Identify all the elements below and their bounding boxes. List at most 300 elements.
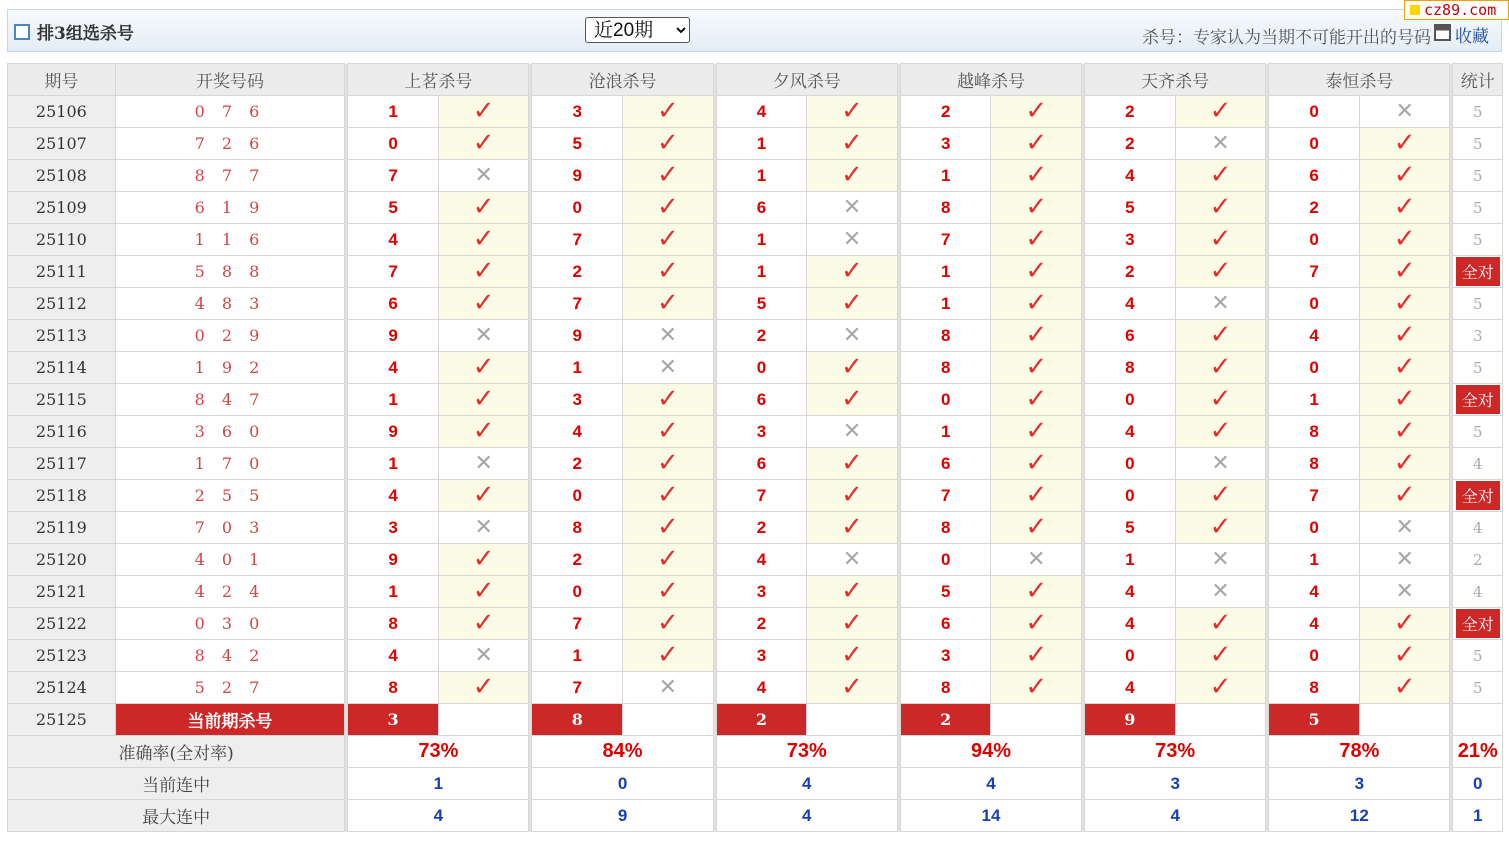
check-icon: ✓ xyxy=(1393,415,1416,446)
header-expert: 沧浪杀号 xyxy=(532,64,713,96)
result-cell xyxy=(438,672,529,704)
result-cell xyxy=(807,448,898,480)
cross-icon: ✕ xyxy=(1395,514,1414,540)
check-icon: ✓ xyxy=(472,543,495,574)
stat-cell: 5 xyxy=(1453,96,1503,128)
current-kill-row xyxy=(8,704,1503,736)
stat-cell: 5 xyxy=(1453,192,1503,224)
stat-cell: 5 xyxy=(1453,640,1503,672)
result-cell xyxy=(991,576,1082,608)
table-row xyxy=(8,352,1503,384)
kill-number: 7 xyxy=(1269,480,1360,512)
header-issue: 期号 xyxy=(8,64,116,96)
brand-logo[interactable] xyxy=(1404,0,1509,20)
header-draw: 开奖号码 xyxy=(115,64,345,96)
kill-number: 2 xyxy=(532,256,623,288)
result-cell xyxy=(991,288,1082,320)
cross-icon: ✕ xyxy=(1395,546,1414,572)
cross-icon: ✕ xyxy=(1027,546,1046,572)
check-icon: ✓ xyxy=(1393,639,1416,670)
current-kill-number: 2 xyxy=(900,704,991,736)
kill-number: 8 xyxy=(900,672,991,704)
issue-cell: 25119 xyxy=(8,512,116,544)
result-cell xyxy=(1175,448,1266,480)
stat-cell: 5 xyxy=(1453,416,1503,448)
result-cell xyxy=(807,224,898,256)
summary-value: 4 xyxy=(900,768,1081,800)
result-cell xyxy=(438,576,529,608)
stat-cell: 3 xyxy=(1453,320,1503,352)
current-empty-cell xyxy=(438,704,529,736)
result-cell xyxy=(1175,608,1266,640)
result-cell xyxy=(991,480,1082,512)
issue-cell: 25124 xyxy=(8,672,116,704)
check-icon: ✓ xyxy=(1025,223,1048,254)
result-cell xyxy=(1175,512,1266,544)
table-row xyxy=(8,128,1503,160)
kill-number: 4 xyxy=(1085,576,1176,608)
draw-numbers: 6 1 9 xyxy=(115,192,345,224)
kill-number: 7 xyxy=(532,608,623,640)
max-streak-row xyxy=(8,800,1503,832)
stat-cell: 5 xyxy=(1453,160,1503,192)
check-icon: ✓ xyxy=(1209,383,1232,414)
check-icon: ✓ xyxy=(1393,191,1416,222)
result-cell xyxy=(1359,512,1450,544)
kill-number: 0 xyxy=(716,352,807,384)
check-icon: ✓ xyxy=(1025,639,1048,670)
cross-icon: ✕ xyxy=(658,354,678,380)
page-title xyxy=(14,19,134,44)
result-cell xyxy=(991,256,1082,288)
kill-number: 2 xyxy=(716,320,807,352)
check-icon: ✓ xyxy=(841,287,863,318)
summary-value: 84% xyxy=(532,736,713,768)
stat-cell: 4 xyxy=(1453,448,1503,480)
check-icon: ✓ xyxy=(1209,351,1232,382)
check-icon: ✓ xyxy=(472,415,495,446)
result-cell xyxy=(991,192,1082,224)
checkbox-icon xyxy=(14,24,30,40)
summary-label: 当前连中 xyxy=(8,768,345,800)
result-cell xyxy=(807,320,898,352)
kill-number: 1 xyxy=(1085,544,1176,576)
kill-number: 0 xyxy=(1269,288,1360,320)
draw-numbers: 8 7 7 xyxy=(115,160,345,192)
page-header xyxy=(7,9,1502,52)
kill-number: 8 xyxy=(900,512,991,544)
result-cell xyxy=(807,480,898,512)
summary-total: 1 xyxy=(1453,800,1503,832)
issue-cell: 25123 xyxy=(8,640,116,672)
kill-number: 6 xyxy=(1085,320,1176,352)
summary-label: 最大连中 xyxy=(8,800,345,832)
kill-number: 7 xyxy=(1269,256,1360,288)
check-icon: ✓ xyxy=(841,575,863,606)
check-icon: ✓ xyxy=(1025,575,1048,606)
result-cell xyxy=(438,480,529,512)
check-icon: ✓ xyxy=(1025,383,1048,414)
kill-number: 2 xyxy=(532,448,623,480)
issue-cell: 25114 xyxy=(8,352,116,384)
summary-total: 0 xyxy=(1453,768,1503,800)
result-cell xyxy=(623,512,714,544)
cross-icon: ✕ xyxy=(1211,546,1230,572)
kill-number: 4 xyxy=(1269,320,1360,352)
favorite-button[interactable] xyxy=(1434,22,1489,47)
favorite-label: 收藏 xyxy=(1455,27,1489,47)
result-cell xyxy=(438,512,529,544)
draw-numbers: 0 2 9 xyxy=(115,320,345,352)
check-icon: ✓ xyxy=(841,511,863,542)
current-streak-row xyxy=(8,768,1503,800)
result-cell xyxy=(1359,128,1450,160)
kill-number: 0 xyxy=(900,544,991,576)
kill-number: 1 xyxy=(716,256,807,288)
check-icon: ✓ xyxy=(472,607,495,638)
result-cell xyxy=(1175,288,1266,320)
result-cell xyxy=(1175,192,1266,224)
check-icon: ✓ xyxy=(472,575,495,606)
check-icon: ✓ xyxy=(1025,479,1048,510)
check-icon: ✓ xyxy=(1025,319,1048,350)
kill-number: 4 xyxy=(1269,608,1360,640)
draw-numbers: 1 9 2 xyxy=(115,352,345,384)
summary-value: 14 xyxy=(900,800,1081,832)
cross-icon: ✕ xyxy=(474,514,493,540)
table-row xyxy=(8,480,1503,512)
summary-value: 0 xyxy=(532,768,713,800)
kill-number: 6 xyxy=(716,384,807,416)
check-icon: ✓ xyxy=(1209,223,1232,254)
kill-number: 9 xyxy=(532,320,623,352)
kill-number: 4 xyxy=(348,352,439,384)
check-icon: ✓ xyxy=(656,415,679,446)
table-row xyxy=(8,160,1503,192)
check-icon: ✓ xyxy=(841,671,863,702)
check-icon: ✓ xyxy=(1025,127,1048,158)
stat-cell xyxy=(1453,256,1503,288)
cross-icon: ✕ xyxy=(1211,290,1230,316)
kill-number: 3 xyxy=(716,576,807,608)
table-row xyxy=(8,672,1503,704)
table-row xyxy=(8,96,1503,128)
summary-value: 4 xyxy=(716,768,897,800)
kill-number: 1 xyxy=(348,448,439,480)
result-cell xyxy=(807,256,898,288)
kill-number: 3 xyxy=(532,384,623,416)
result-cell xyxy=(807,512,898,544)
check-icon: ✓ xyxy=(656,159,679,190)
check-icon: ✓ xyxy=(841,447,863,478)
check-icon: ✓ xyxy=(656,575,679,606)
header-expert: 上茗杀号 xyxy=(348,64,529,96)
check-icon: ✓ xyxy=(472,191,495,222)
kill-number: 3 xyxy=(900,128,991,160)
summary-value: 3 xyxy=(1269,768,1450,800)
check-icon: ✓ xyxy=(656,511,679,542)
current-empty-cell xyxy=(1359,704,1450,736)
draw-numbers: 0 7 6 xyxy=(115,96,345,128)
result-cell xyxy=(991,448,1082,480)
kill-number: 5 xyxy=(1085,512,1176,544)
table-body xyxy=(8,96,1503,832)
result-cell xyxy=(1359,256,1450,288)
result-cell xyxy=(438,320,529,352)
check-icon: ✓ xyxy=(1393,319,1416,350)
result-cell xyxy=(623,192,714,224)
check-icon: ✓ xyxy=(841,479,863,510)
result-cell xyxy=(1175,576,1266,608)
header-expert: 泰恒杀号 xyxy=(1269,64,1450,96)
issue-cell: 25117 xyxy=(8,448,116,480)
check-icon: ✓ xyxy=(1393,255,1416,286)
issue-cell: 25109 xyxy=(8,192,116,224)
result-cell xyxy=(1359,288,1450,320)
header-expert: 夕风杀号 xyxy=(716,64,897,96)
check-icon: ✓ xyxy=(656,223,679,254)
result-cell xyxy=(1359,352,1450,384)
kill-number: 1 xyxy=(1269,544,1360,576)
kill-number: 6 xyxy=(900,448,991,480)
draw-numbers: 4 8 3 xyxy=(115,288,345,320)
table-row xyxy=(8,320,1503,352)
table-row xyxy=(8,608,1503,640)
kill-number: 4 xyxy=(532,416,623,448)
current-empty-cell xyxy=(807,704,898,736)
cross-icon: ✕ xyxy=(842,546,862,572)
table-row xyxy=(8,448,1503,480)
result-cell xyxy=(623,608,714,640)
kill-number: 2 xyxy=(1085,256,1176,288)
kill-number: 3 xyxy=(716,640,807,672)
kill-number: 7 xyxy=(900,224,991,256)
result-cell xyxy=(1359,448,1450,480)
kill-number: 0 xyxy=(1269,352,1360,384)
check-icon: ✓ xyxy=(1393,287,1416,318)
current-issue: 25125 xyxy=(8,704,116,736)
check-icon: ✓ xyxy=(1025,95,1048,126)
current-kill-number: 8 xyxy=(532,704,623,736)
summary-value: 4 xyxy=(716,800,897,832)
kill-number: 0 xyxy=(1269,640,1360,672)
result-cell xyxy=(807,672,898,704)
stat-cell: 5 xyxy=(1453,224,1503,256)
kill-number: 8 xyxy=(348,672,439,704)
check-icon: ✓ xyxy=(1025,191,1048,222)
result-cell xyxy=(1359,192,1450,224)
check-icon: ✓ xyxy=(841,159,863,190)
issue-cell: 25122 xyxy=(8,608,116,640)
kill-number: 7 xyxy=(532,224,623,256)
summary-total: 21% xyxy=(1453,736,1503,768)
result-cell xyxy=(438,384,529,416)
kill-number: 2 xyxy=(716,608,807,640)
stat-cell xyxy=(1453,384,1503,416)
kill-number: 2 xyxy=(532,544,623,576)
check-icon: ✓ xyxy=(472,383,495,414)
result-cell xyxy=(807,128,898,160)
kill-number: 1 xyxy=(348,576,439,608)
kill-number: 7 xyxy=(348,256,439,288)
kill-number: 3 xyxy=(348,512,439,544)
all-correct-badge: 全对 xyxy=(1456,385,1500,414)
table-row xyxy=(8,544,1503,576)
result-cell xyxy=(991,672,1082,704)
result-cell xyxy=(991,224,1082,256)
cross-icon: ✕ xyxy=(474,450,493,476)
kill-number: 0 xyxy=(1269,128,1360,160)
cross-icon: ✕ xyxy=(842,418,862,444)
result-cell xyxy=(1359,384,1450,416)
result-cell xyxy=(991,96,1082,128)
check-icon: ✓ xyxy=(656,383,679,414)
draw-numbers: 4 0 1 xyxy=(115,544,345,576)
kill-number: 0 xyxy=(1085,640,1176,672)
check-icon: ✓ xyxy=(1393,159,1416,190)
draw-numbers: 1 1 6 xyxy=(115,224,345,256)
header-expert: 天齐杀号 xyxy=(1085,64,1266,96)
result-cell xyxy=(1175,160,1266,192)
check-icon: ✓ xyxy=(656,543,679,574)
kill-number: 0 xyxy=(1085,384,1176,416)
kill-number: 6 xyxy=(716,448,807,480)
result-cell xyxy=(807,96,898,128)
kill-number: 4 xyxy=(1085,672,1176,704)
kill-number: 0 xyxy=(532,480,623,512)
kill-number: 1 xyxy=(532,640,623,672)
kill-number: 1 xyxy=(348,96,439,128)
check-icon: ✓ xyxy=(656,479,679,510)
cross-icon: ✕ xyxy=(474,322,493,348)
kill-number: 8 xyxy=(900,192,991,224)
result-cell xyxy=(438,544,529,576)
draw-numbers: 7 2 6 xyxy=(115,128,345,160)
kill-number: 0 xyxy=(532,576,623,608)
check-icon: ✓ xyxy=(1209,511,1232,542)
result-cell xyxy=(623,384,714,416)
table-row xyxy=(8,576,1503,608)
summary-value: 73% xyxy=(716,736,897,768)
kill-number: 6 xyxy=(900,608,991,640)
kill-number: 3 xyxy=(532,96,623,128)
result-cell xyxy=(991,160,1082,192)
current-empty-cell xyxy=(991,704,1082,736)
result-cell xyxy=(807,160,898,192)
check-icon: ✓ xyxy=(1393,479,1416,510)
kill-number: 8 xyxy=(900,320,991,352)
issue-cell: 25118 xyxy=(8,480,116,512)
table-row xyxy=(8,288,1503,320)
kill-number: 5 xyxy=(348,192,439,224)
kill-number: 0 xyxy=(1085,448,1176,480)
result-cell xyxy=(807,352,898,384)
kill-number: 0 xyxy=(900,384,991,416)
result-cell xyxy=(623,640,714,672)
kill-number: 0 xyxy=(1269,512,1360,544)
stat-cell: 5 xyxy=(1453,352,1503,384)
result-cell xyxy=(438,256,529,288)
draw-numbers: 0 3 0 xyxy=(115,608,345,640)
kill-number: 2 xyxy=(716,512,807,544)
result-cell xyxy=(623,128,714,160)
kill-number: 3 xyxy=(716,416,807,448)
issue-cell: 25121 xyxy=(8,576,116,608)
cross-icon: ✕ xyxy=(1395,578,1414,604)
issue-cell: 25116 xyxy=(8,416,116,448)
summary-label: 准确率(全对率) xyxy=(8,736,345,768)
current-empty-cell xyxy=(623,704,714,736)
issue-cell: 25115 xyxy=(8,384,116,416)
kill-number: 6 xyxy=(348,288,439,320)
check-icon: ✓ xyxy=(472,255,495,286)
check-icon: ✓ xyxy=(1393,607,1416,638)
stat-cell: 5 xyxy=(1453,288,1503,320)
summary-value: 1 xyxy=(348,768,529,800)
kill-number: 7 xyxy=(532,288,623,320)
kill-number: 9 xyxy=(532,160,623,192)
check-icon: ✓ xyxy=(841,255,863,286)
summary-value: 73% xyxy=(1085,736,1266,768)
stat-cell: 5 xyxy=(1453,672,1503,704)
result-cell xyxy=(991,544,1082,576)
kill-number: 5 xyxy=(900,576,991,608)
result-cell xyxy=(1359,96,1450,128)
draw-numbers: 5 8 8 xyxy=(115,256,345,288)
summary-value: 94% xyxy=(900,736,1081,768)
kill-number: 3 xyxy=(1085,224,1176,256)
kill-number: 6 xyxy=(716,192,807,224)
cross-icon: ✕ xyxy=(842,226,862,252)
result-cell xyxy=(807,288,898,320)
header-stat: 统计 xyxy=(1453,64,1503,96)
check-icon: ✓ xyxy=(1393,447,1416,478)
current-kill-number: 5 xyxy=(1269,704,1360,736)
period-select[interactable] xyxy=(585,17,690,43)
current-kill-label: 当前期杀号 xyxy=(115,704,345,736)
check-icon: ✓ xyxy=(1025,287,1048,318)
kill-number: 4 xyxy=(716,96,807,128)
page-title-text: 排3组选杀号 xyxy=(37,24,134,44)
cross-icon: ✕ xyxy=(474,162,493,188)
table-header-row xyxy=(8,64,1503,96)
result-cell xyxy=(438,224,529,256)
kill-number: 8 xyxy=(1269,416,1360,448)
summary-value: 78% xyxy=(1269,736,1450,768)
kill-number: 8 xyxy=(1269,672,1360,704)
kill-number: 8 xyxy=(532,512,623,544)
result-cell xyxy=(807,608,898,640)
kill-number: 4 xyxy=(348,480,439,512)
check-icon: ✓ xyxy=(472,287,495,318)
kill-number: 2 xyxy=(1269,192,1360,224)
kill-number: 0 xyxy=(1269,224,1360,256)
check-icon: ✓ xyxy=(656,287,679,318)
brand-text: cz89.com xyxy=(1424,1,1497,19)
result-cell xyxy=(623,96,714,128)
check-icon: ✓ xyxy=(472,671,495,702)
kill-number: 7 xyxy=(348,160,439,192)
result-cell xyxy=(1175,672,1266,704)
result-cell xyxy=(623,320,714,352)
check-icon: ✓ xyxy=(472,127,495,158)
result-cell xyxy=(1359,480,1450,512)
accuracy-row xyxy=(8,736,1503,768)
result-cell xyxy=(438,416,529,448)
result-cell xyxy=(623,160,714,192)
check-icon: ✓ xyxy=(1025,447,1048,478)
check-icon: ✓ xyxy=(841,639,863,670)
